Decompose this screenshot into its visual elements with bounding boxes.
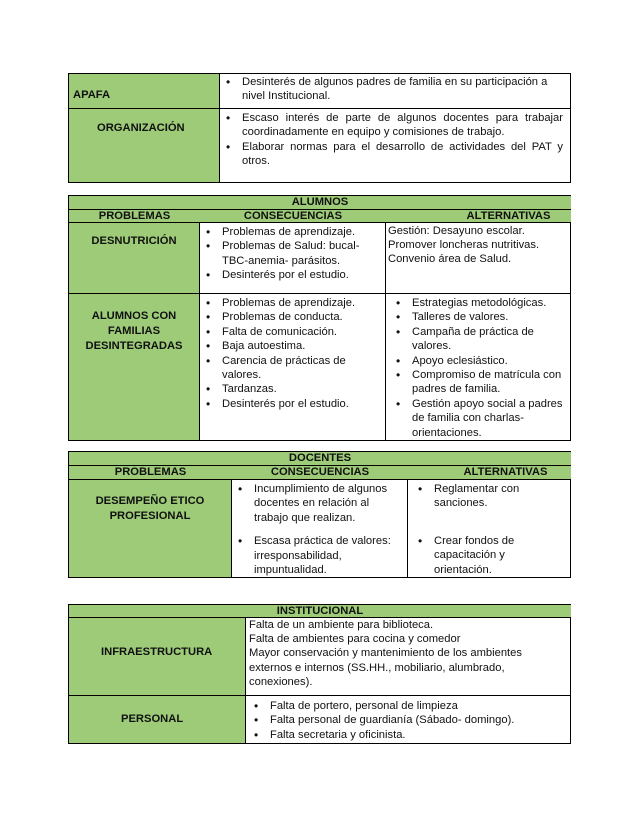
table-title-text: DOCENTES bbox=[288, 452, 352, 464]
list-item: • Escasa práctica de valores: irresponsabilidad, impuntualidad. bbox=[232, 534, 401, 577]
alumnos-table bbox=[68, 195, 571, 441]
bullet-list bbox=[248, 699, 567, 742]
row-label-text: PERSONAL bbox=[121, 713, 184, 725]
table-title-text: ALUMNOS bbox=[291, 196, 349, 208]
header-consecuencias bbox=[232, 466, 408, 480]
content-line: Mayor conservación y mantenimiento de los ambientes externos e internos (SS.HH., mobiliario, alumbrado, conexiones). bbox=[249, 647, 522, 688]
list-item: • Desinterés por el estudio. bbox=[200, 268, 381, 282]
list-item: • Campaña de práctica de valores. bbox=[390, 325, 567, 354]
problem-familias-desintegradas bbox=[69, 294, 200, 440]
row-content-organizacion bbox=[220, 109, 571, 182]
alternatives-desempeno-etico bbox=[408, 480, 571, 577]
header-text: CONSECUENCIAS bbox=[243, 210, 343, 222]
list-item: • Talleres de valores. bbox=[390, 310, 567, 324]
docentes-table bbox=[68, 451, 571, 578]
apafa-table bbox=[68, 73, 571, 183]
row-label-organizacion bbox=[69, 109, 220, 182]
alternative-line: Promover loncheras nutritivas. bbox=[388, 239, 540, 252]
problem-text: DESNUTRICIÓN bbox=[91, 235, 177, 247]
consequences-desnutricion bbox=[200, 223, 386, 294]
list-item: • Problemas de aprendizaje. bbox=[200, 225, 381, 239]
bullet-list bbox=[390, 296, 567, 440]
list-item: • Apoyo eclesiástico. bbox=[390, 354, 567, 368]
header-problemas bbox=[69, 466, 232, 480]
row-label-personal bbox=[69, 696, 246, 743]
bullet-list bbox=[220, 75, 563, 104]
list-item: • Falta de comunicación. bbox=[200, 325, 357, 339]
list-item: • Desinterés de algunos padres de familia en su participación a nivel Institucional. bbox=[220, 75, 563, 104]
bullet-list bbox=[232, 482, 401, 577]
row-label-apafa bbox=[69, 74, 220, 109]
list-item: • Incumplimiento de algunos docentes en relación al trabajo que realizan. bbox=[232, 482, 401, 525]
header-text: ALTERNATIVAS bbox=[466, 210, 551, 222]
table-title-text: INSTITUCIONAL bbox=[276, 605, 364, 617]
list-item: • Reglamentar con sanciones. bbox=[412, 482, 531, 511]
header-alternativas bbox=[408, 466, 571, 480]
bullet-list bbox=[412, 482, 531, 577]
content-line: Falta de ambientes para cocina y comedor bbox=[249, 633, 461, 646]
header-text: PROBLEMAS bbox=[98, 210, 171, 222]
bullet-list bbox=[220, 111, 563, 169]
list-item: • Problemas de Salud: bucal- TBC-anemia- parásitos. bbox=[200, 239, 381, 268]
problem-text: DESEMPEÑO ETICO PROFESIONAL bbox=[95, 495, 205, 522]
list-item: • Compromiso de matrícula con padres de familia. bbox=[390, 368, 567, 397]
list-item: • Falta secretaria y oficinista. bbox=[248, 728, 567, 742]
list-item: • Falta personal de guardianía (Sábado- domingo). bbox=[248, 713, 567, 727]
institucional-table bbox=[68, 604, 571, 744]
list-item: • Carencia de prácticas de valores. bbox=[200, 354, 357, 383]
row-label-text: INFRAESTRUCTURA bbox=[101, 646, 213, 658]
alternative-line: Gestión: Desayuno escolar. bbox=[388, 225, 525, 237]
list-item: • Escaso interés de parte de algunos docentes para trabajar coordinadamente en equipo y comisiones de trabajo. bbox=[220, 111, 563, 140]
list-item: • Elaborar normas para el desarrollo de actividades del PAT y otros. bbox=[220, 140, 563, 169]
header-text: ALTERNATIVAS bbox=[463, 466, 548, 478]
bullet-list bbox=[200, 225, 381, 283]
list-item: • Crear fondos de capacitación y orientación. bbox=[412, 534, 531, 577]
list-item: • Tardanzas. bbox=[200, 382, 357, 396]
list-item: • Falta de portero, personal de limpieza bbox=[248, 699, 567, 713]
problem-desnutricion bbox=[69, 223, 200, 294]
header-problemas bbox=[69, 210, 200, 223]
alternatives-familias-desintegradas bbox=[386, 294, 571, 440]
header-text: PROBLEMAS bbox=[114, 466, 187, 478]
row-content-apafa bbox=[220, 74, 571, 109]
list-item: • Problemas de aprendizaje. bbox=[200, 296, 357, 310]
row-label-text: APAFA bbox=[73, 89, 111, 101]
list-item: • Desinterés por el estudio. bbox=[200, 397, 357, 411]
content-line: Falta de un ambiente para biblioteca. bbox=[249, 619, 434, 631]
problem-desempeno-etico bbox=[69, 480, 232, 577]
list-item: • Estrategias metodológicas. bbox=[390, 296, 567, 310]
alternatives-desnutricion bbox=[386, 223, 571, 294]
header-alternativas bbox=[386, 210, 571, 223]
row-label-infraestructura bbox=[69, 618, 246, 696]
row-content-personal bbox=[246, 696, 571, 743]
alternative-line: Convenio área de Salud. bbox=[388, 253, 512, 266]
list-item: • Gestión apoyo social a padres de familia con charlas-orientaciones. bbox=[390, 397, 567, 440]
consequences-familias-desintegradas bbox=[200, 294, 386, 440]
table-title bbox=[69, 196, 571, 210]
table-title bbox=[69, 605, 571, 618]
table-title bbox=[69, 452, 571, 466]
problem-text: ALUMNOS CON FAMILIAS DESINTEGRADAS bbox=[85, 310, 183, 352]
consequences-desempeno-etico bbox=[232, 480, 408, 577]
row-label-text: ORGANIZACIÓN bbox=[97, 122, 185, 134]
header-text: CONSECUENCIAS bbox=[270, 466, 370, 478]
header-consecuencias bbox=[200, 210, 386, 223]
row-content-infraestructura bbox=[246, 618, 571, 696]
list-item: • Baja autoestima. bbox=[200, 339, 357, 353]
bullet-list bbox=[200, 296, 357, 411]
list-item: • Problemas de conducta. bbox=[200, 310, 357, 324]
